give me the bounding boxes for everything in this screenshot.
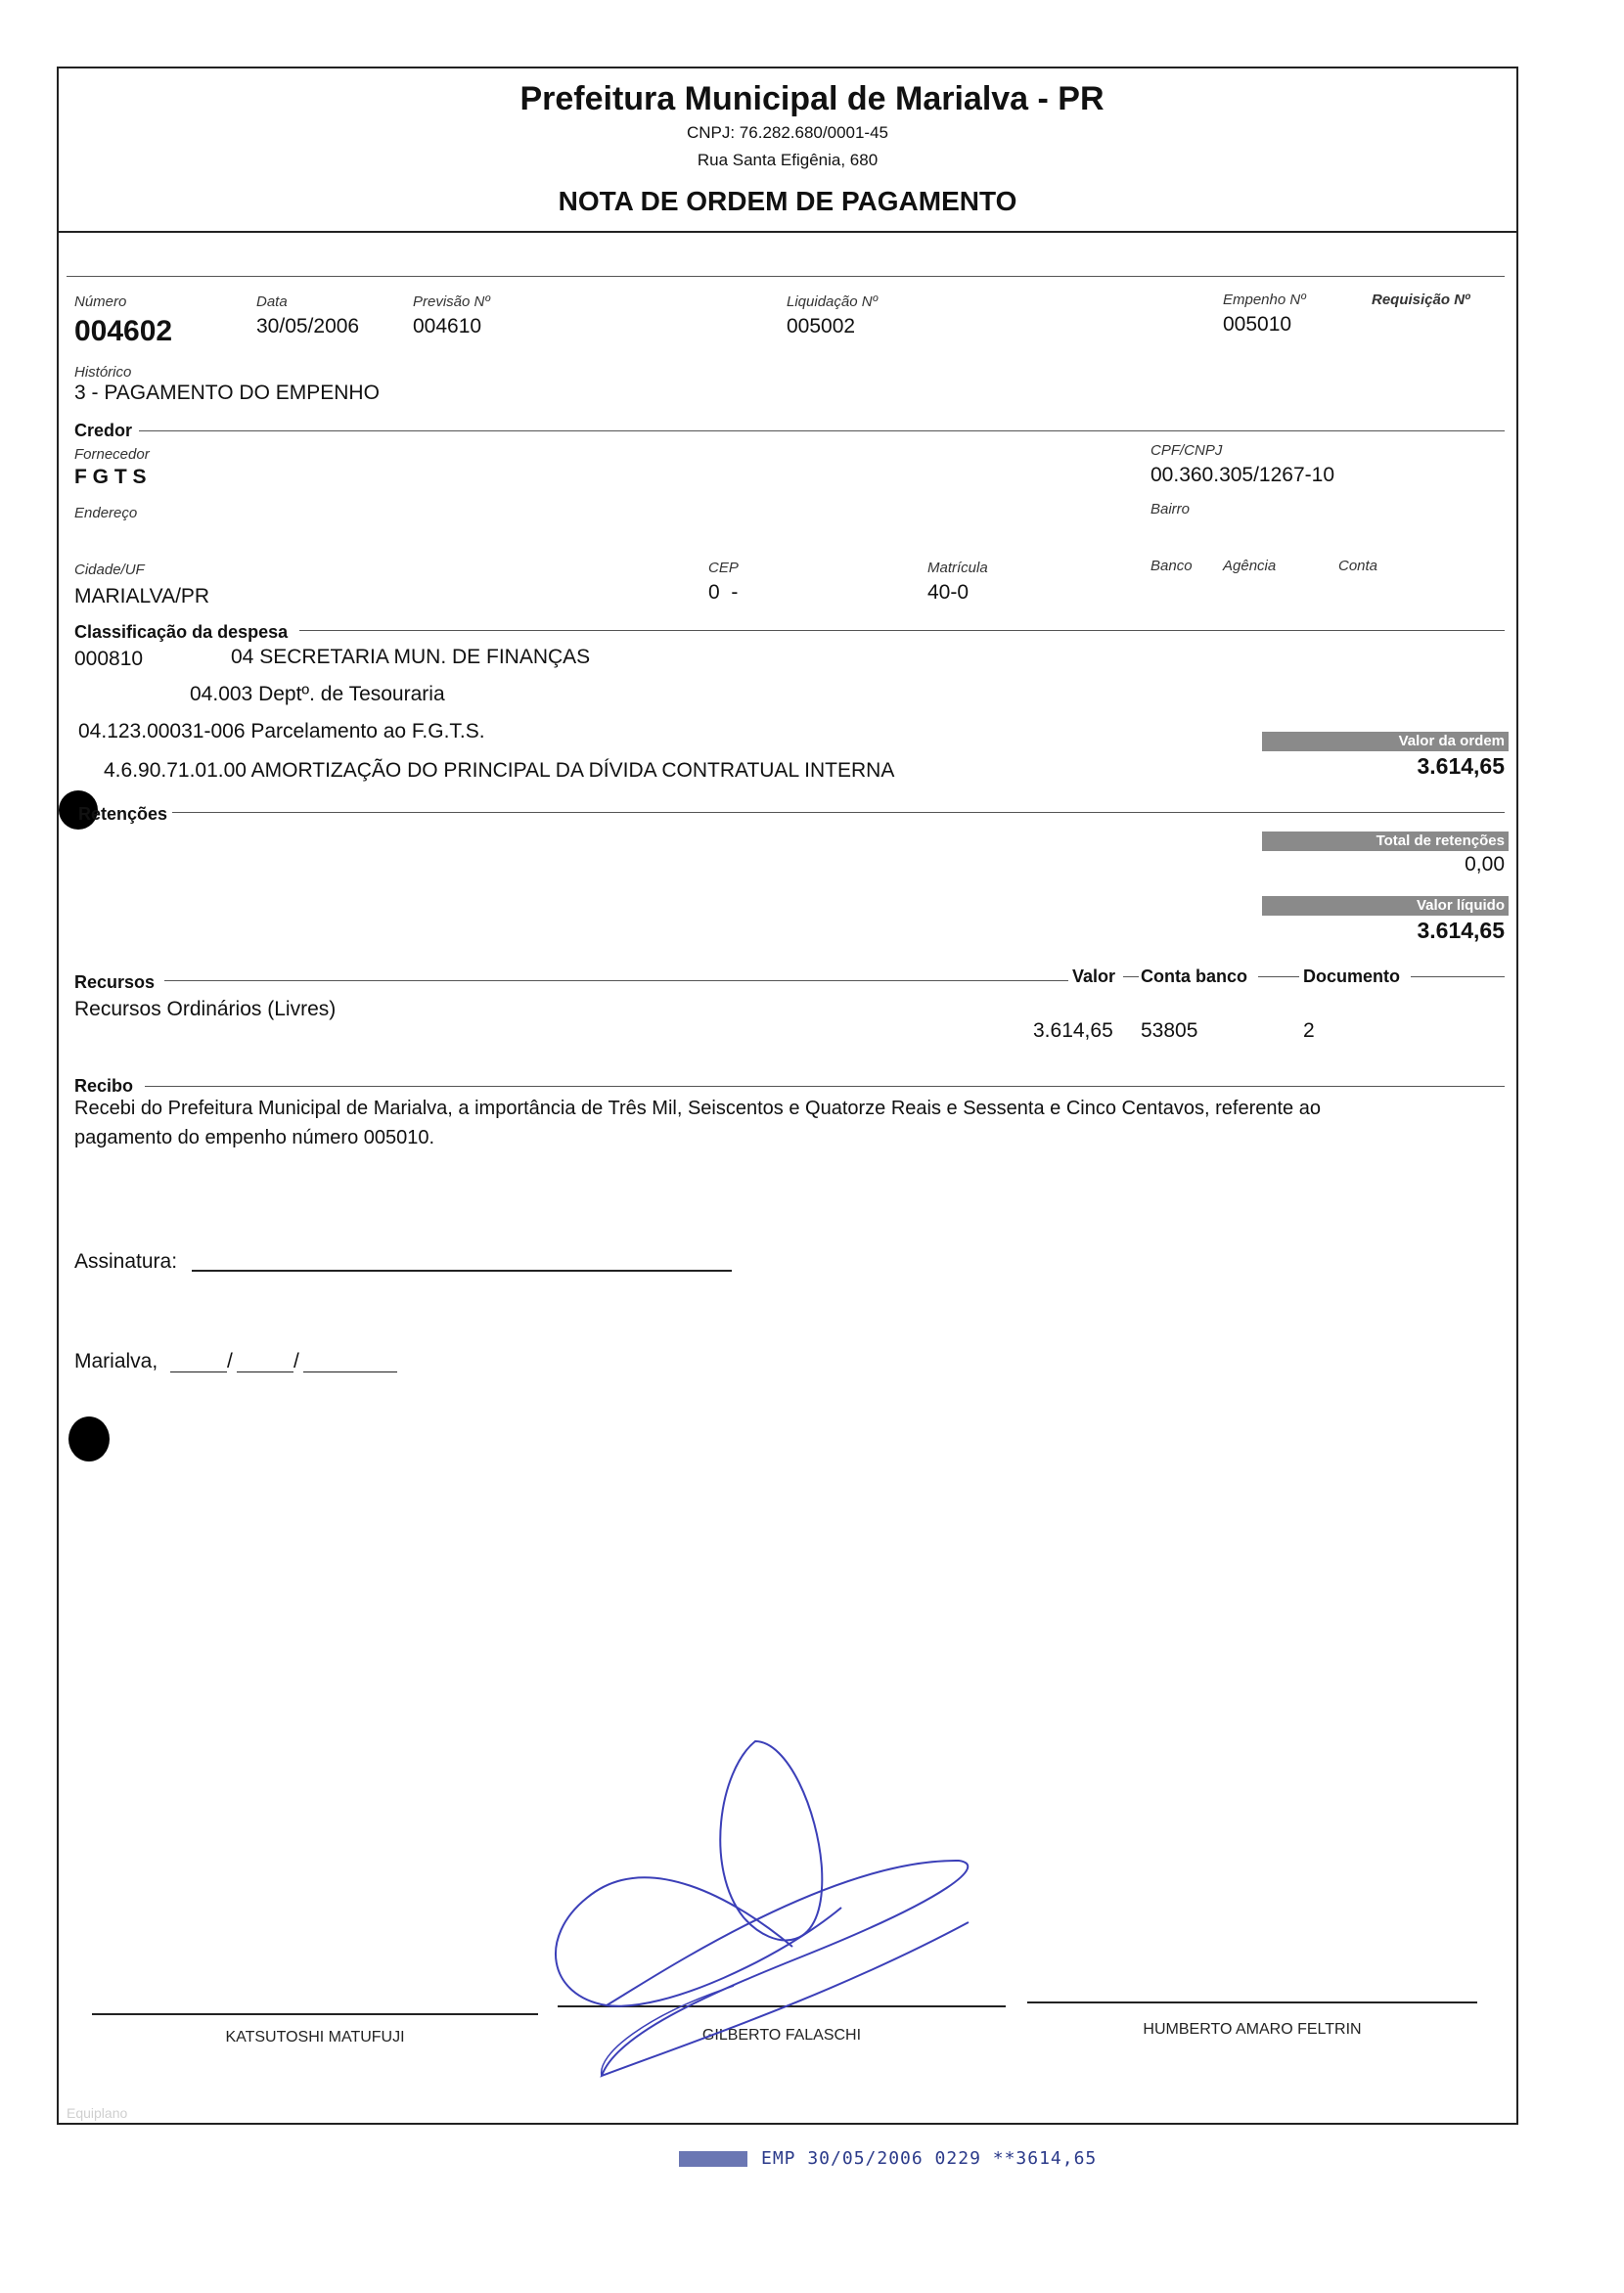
recursos-conta: 53805 [1141,1019,1198,1042]
classificacao-line2: 04.003 Deptº. de Tesouraria [190,683,445,705]
recursos-valor-col: Valor [1072,967,1116,986]
cnpj-text: CNPJ: 76.282.680/0001-45 [686,123,889,142]
page-title: Prefeitura Municipal de Marialva - PR [519,80,1105,117]
stamp-logo-mark [679,2151,747,2167]
cidade-label: Cidade/UF [74,562,145,578]
classificacao-line3: 04.123.00031-006 Parcelamento ao F.G.T.S. [78,720,485,742]
cep-value: 0 - [708,581,739,604]
classificacao-rule [299,630,1505,631]
handwritten-signature [509,1722,998,2093]
previsao-value: 004610 [413,315,482,337]
fornecedor-value: F G T S [74,466,147,488]
valor-liquido-label: Valor líquido [1416,897,1505,914]
total-retencoes-value: 0,00 [1465,853,1505,876]
recursos-doc-col: Documento [1303,967,1400,986]
assinatura-label: Assinatura: [74,1250,178,1273]
recursos-rule-3 [1258,976,1299,977]
software-watermark: Equiplano [67,2105,128,2121]
valor-liquido-box [1262,896,1509,916]
date-separator-2: / [293,1350,299,1372]
total-retencoes-box [1262,832,1509,851]
cidade-value: MARIALVA/PR [74,585,210,607]
document-title: NOTA DE ORDEM DE PAGAMENTO [558,186,1017,216]
stamp-text: EMP 30/05/2006 0229 **3614,65 [761,2148,1098,2169]
date-year-line [303,1371,397,1372]
recursos-valor: 3.614,65 [1033,1019,1113,1042]
recursos-name: Recursos Ordinários (Livres) [74,998,337,1020]
bairro-label: Bairro [1150,501,1191,517]
valor-ordem-value: 3.614,65 [1417,753,1505,779]
cpf-label: CPF/CNPJ [1150,442,1223,459]
empenho-label: Empenho Nº [1223,292,1306,308]
signature-name-1: KATSUTOSHI MATUFUJI [225,2029,405,2046]
data-value: 30/05/2006 [256,315,360,337]
retencoes-section: Retenções [78,804,168,824]
valor-ordem-box [1262,732,1509,751]
empenho-value: 005010 [1223,313,1292,336]
retencoes-rule [172,812,1505,813]
classificacao-section: Classificação da despesa [74,622,289,642]
recursos-rule-1 [164,980,1068,981]
punch-hole-mark-2 [68,1416,110,1461]
recursos-section: Recursos [74,972,156,992]
signature-line-3 [1027,2001,1477,2003]
cpf-value: 00.360.305/1267-10 [1150,464,1335,486]
matricula-value: 40-0 [927,581,970,604]
recibo-rule [145,1086,1505,1087]
requisicao-label: Requisição Nº [1372,292,1470,308]
classificacao-code: 000810 [74,648,144,670]
signature-name-2: GILBERTO FALASCHI [701,2027,862,2044]
signature-line-1 [92,2013,538,2015]
numero-label: Número [74,293,127,310]
data-label: Data [256,293,288,310]
liquidacao-label: Liquidação Nº [787,293,879,310]
signature-name-3: HUMBERTO AMARO FELTRIN [1143,2021,1362,2038]
matricula-label: Matrícula [927,560,988,576]
historico-value: 3 - PAGAMENTO DO EMPENHO [74,382,380,404]
top-rule [67,276,1505,277]
credor-section: Credor [74,421,133,440]
valor-ordem-label: Valor da ordem [1398,733,1505,749]
historico-label: Histórico [74,364,132,381]
fornecedor-label: Fornecedor [74,446,150,463]
recibo-section: Recibo [74,1076,134,1096]
recursos-documento: 2 [1303,1019,1315,1042]
local-label: Marialva, [74,1350,158,1372]
recibo-line2: pagamento do empenho número 005010. [74,1127,435,1148]
address-text: Rua Santa Efigênia, 680 [697,151,879,169]
total-retencoes-label: Total de retenções [1376,832,1505,849]
recursos-rule-2 [1123,976,1139,977]
bank-stamp [679,2148,1097,2169]
recibo-line1: Recebi do Prefeitura Municipal de Marialva, a importância de Três Mil, Seiscentos e Quatorze Reais e Sessenta e Cinco Centavos, referente ao [74,1098,1321,1119]
cep-label: CEP [708,560,739,576]
agencia-label: Agência [1223,558,1277,574]
recursos-rule-4 [1411,976,1505,977]
date-month-line [237,1371,293,1372]
classificacao-line1: 04 SECRETARIA MUN. DE FINANÇAS [231,646,591,668]
previsao-label: Previsão Nº [413,293,490,310]
valor-liquido-value: 3.614,65 [1417,918,1505,943]
liquidacao-value: 005002 [787,315,856,337]
banco-label: Banco [1150,558,1193,574]
date-day-line [170,1371,227,1372]
recursos-conta-col: Conta banco [1141,967,1248,986]
endereco-label: Endereço [74,505,138,521]
conta-label: Conta [1338,558,1378,574]
header-divider [57,231,1518,233]
numero-value: 004602 [74,315,173,347]
credor-rule [139,430,1505,431]
classificacao-line4: 4.6.90.71.01.00 AMORTIZAÇÃO DO PRINCIPAL DA DÍVIDA CONTRATUAL INTERNA [104,759,895,782]
assinatura-line [192,1270,732,1272]
date-separator-1: / [227,1350,233,1372]
